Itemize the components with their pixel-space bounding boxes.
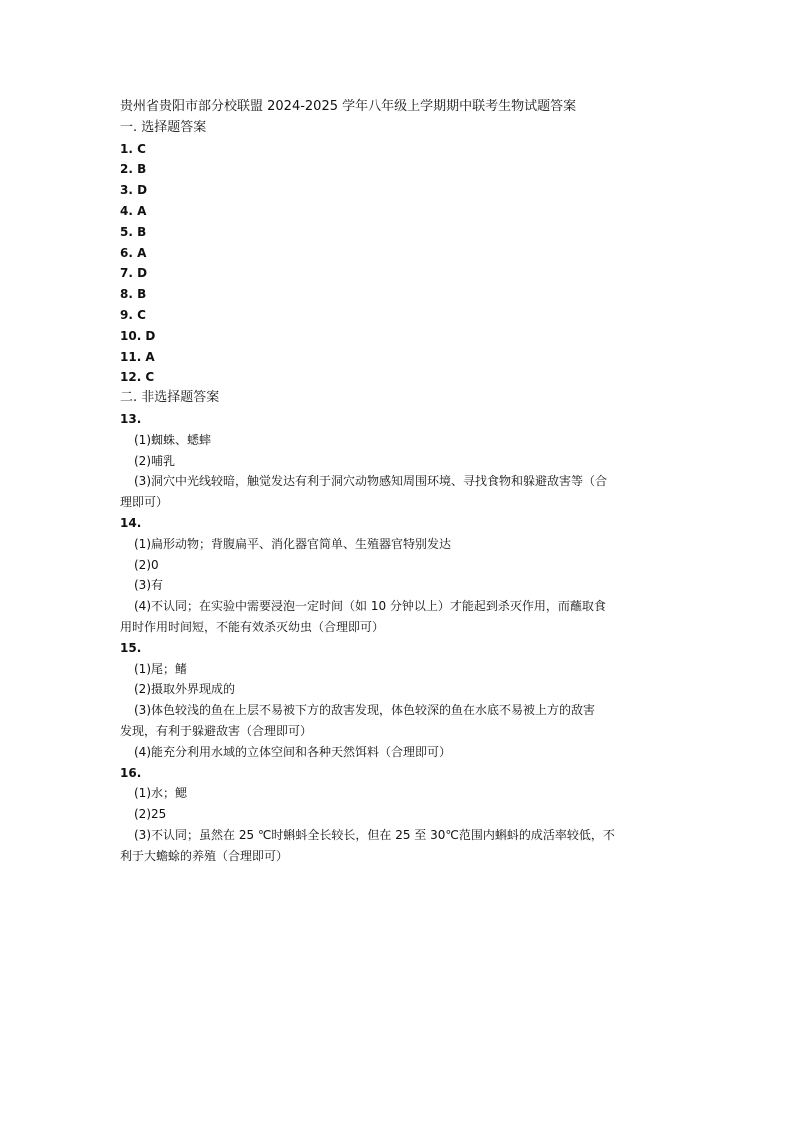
answer-item: (2)摄取外界现成的 bbox=[134, 682, 235, 697]
answer-item: (3)有 bbox=[134, 578, 163, 593]
choice-answer: 4. A bbox=[120, 203, 147, 218]
question-number: 16. bbox=[120, 765, 142, 780]
document-content bbox=[120, 97, 676, 866]
choice-answer: 8. B bbox=[120, 287, 147, 302]
answer-item: (2)25 bbox=[134, 807, 167, 822]
answer-item: (1)尾；鳍 bbox=[134, 661, 187, 676]
choice-answer: 3. D bbox=[120, 183, 148, 198]
question-number: 15. bbox=[120, 640, 142, 655]
answer-item: (4)不认同；在实验中需要浸泡一定时间（如 10 分钟以上）才能起到杀灭作用，而蘸取食 bbox=[134, 599, 606, 614]
choice-answer: 7. D bbox=[120, 266, 148, 281]
question-number: 13. bbox=[120, 411, 142, 426]
answer-item-continuation: 用时作用时间短，不能有效杀灭幼虫（合理即可） bbox=[120, 619, 385, 634]
question-13 bbox=[120, 409, 676, 513]
choice-answer-list bbox=[120, 139, 676, 389]
answer-item: (4)能充分利用水域的立体空间和各种天然饵料（合理即可） bbox=[134, 744, 452, 759]
answer-item: (1)水；鳃 bbox=[134, 786, 187, 801]
answer-item: (3)体色较浅的鱼在上层不易被下方的敌害发现，体色较深的鱼在水底不易被上方的敌害 bbox=[134, 703, 596, 718]
choice-answer: 1. C bbox=[120, 141, 146, 156]
choice-answer: 5. B bbox=[120, 224, 147, 239]
answer-item: (1)扁形动物；背腹扁平、消化器官简单、生殖器官特别发达 bbox=[134, 536, 452, 551]
nonchoice-section-title: 二. 非选择题答案 bbox=[120, 390, 220, 406]
answer-item: (2)哺乳 bbox=[134, 453, 175, 468]
choice-answer: 12. C bbox=[120, 370, 155, 385]
answer-item: (3)洞穴中光线较暗，触觉发达有利于洞穴动物感知周围环境、寻找食物和躲避敌害等（合 bbox=[134, 474, 608, 489]
question-15 bbox=[120, 638, 676, 763]
answer-item-continuation: 发现，有利于躲避敌害（合理即可） bbox=[120, 723, 313, 738]
question-14 bbox=[120, 513, 676, 638]
choice-answer: 2. B bbox=[120, 162, 147, 177]
answer-item-continuation: 利于大蟾蜍的养殖（合理即可） bbox=[120, 848, 289, 863]
choice-answer: 10. D bbox=[120, 328, 156, 343]
answer-item: (1)蜘蛛、蟋蟀 bbox=[134, 432, 211, 447]
question-number: 14. bbox=[120, 515, 142, 530]
answer-item: (2)0 bbox=[134, 557, 159, 572]
choice-answer: 6. A bbox=[120, 245, 147, 260]
answer-item-continuation: 理即可） bbox=[120, 495, 169, 510]
document-title: 贵州省贵阳市部分校联盟 2024-2025 学年八年级上学期期中联考生物试题答案 bbox=[120, 99, 577, 114]
choice-section-title: 一. 选择题答案 bbox=[120, 119, 207, 135]
choice-answer: 11. A bbox=[120, 349, 155, 364]
answer-item: (3)不认同；虽然在 25 ℃时蝌蚪全长较长，但在 25 至 30℃范围内蝌蚪的成活率较低，不 bbox=[134, 827, 615, 842]
question-16 bbox=[120, 763, 676, 867]
choice-answer: 9. C bbox=[120, 307, 146, 322]
